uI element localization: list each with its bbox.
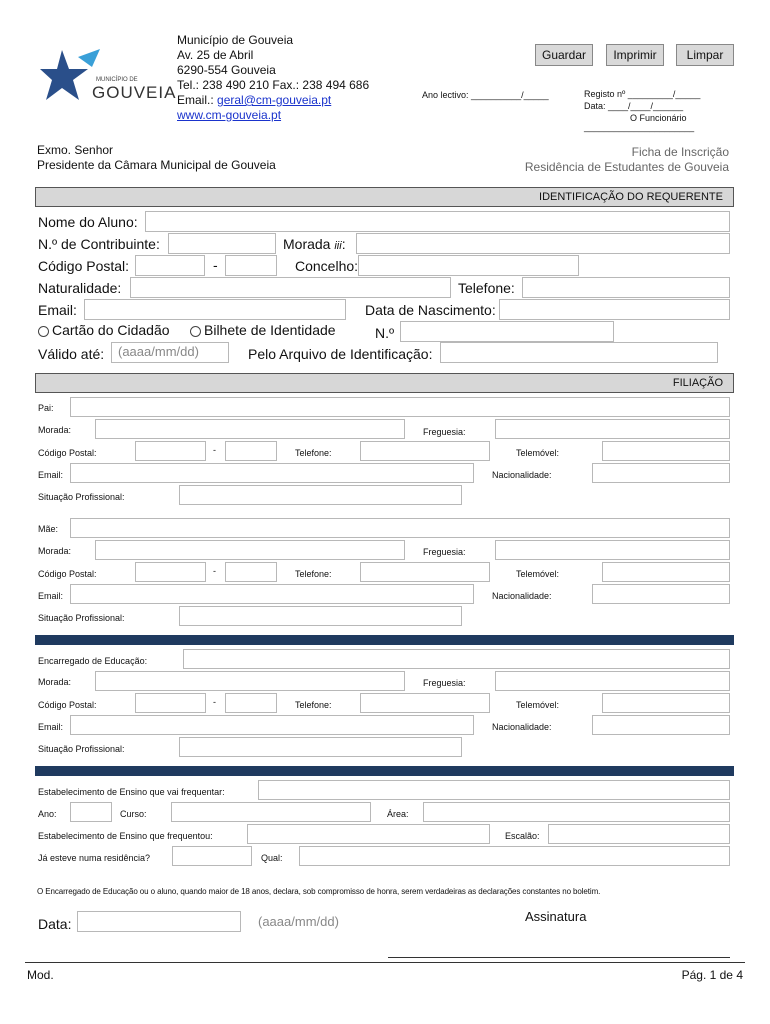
addressee-line2: Presidente da Câmara Municipal de Gouveia xyxy=(37,158,276,172)
enc-telefone-label: Telefone: xyxy=(295,700,332,710)
residencia-label: Já esteve numa residência? xyxy=(38,853,151,863)
pai-freguesia-label: Freguesia: xyxy=(423,427,466,437)
org-email: Email.: geral@cm-gouveia.pt xyxy=(177,93,332,107)
enc-codigo-postal-input-1[interactable] xyxy=(135,693,206,713)
pai-codigo-postal-input-2[interactable] xyxy=(225,441,277,461)
data-nascimento-label: Data de Nascimento: xyxy=(365,302,496,318)
morada-label: Morada iii: xyxy=(283,236,346,252)
org-address xyxy=(177,33,369,123)
mae-situacao-input[interactable] xyxy=(179,606,462,626)
encarregado-label: Encarregado de Educação: xyxy=(38,656,148,666)
org-line: Av. 25 de Abril xyxy=(177,48,254,62)
section-filiacao: FILIAÇÃO xyxy=(35,373,734,393)
enc-morada-label: Morada: xyxy=(38,677,72,687)
enc-morada-input[interactable] xyxy=(95,671,405,691)
signature-date-input[interactable] xyxy=(77,911,241,932)
curso-input[interactable] xyxy=(171,802,371,822)
nome-label: Nome do Aluno: xyxy=(38,214,138,230)
contribuinte-input[interactable] xyxy=(168,233,276,254)
vai-frequentar-input[interactable] xyxy=(258,780,730,800)
org-line: Tel.: 238 490 210 Fax.: 238 494 686 xyxy=(177,78,370,92)
mae-codigo-postal-input-2[interactable] xyxy=(225,562,277,582)
naturalidade-label: Naturalidade: xyxy=(38,280,122,296)
pai-nacionalidade-input[interactable] xyxy=(592,463,730,483)
pai-freguesia-input[interactable] xyxy=(495,419,730,439)
pai-input[interactable] xyxy=(70,397,730,417)
org-line: 6290-554 Gouveia xyxy=(177,63,276,77)
save-button[interactable]: Guardar xyxy=(535,44,593,66)
vai-frequentar-label: Estabelecimento de Ensino que vai frequentar: xyxy=(38,787,225,797)
mae-morada-input[interactable] xyxy=(95,540,405,560)
pai-telemovel-label: Telemóvel: xyxy=(516,448,560,458)
clear-button[interactable]: Limpar xyxy=(676,44,734,66)
mae-email-label: Email: xyxy=(38,591,64,601)
enc-codigo-postal-dash: - xyxy=(213,697,216,707)
mae-freguesia-input[interactable] xyxy=(495,540,730,560)
morada-input[interactable] xyxy=(356,233,730,254)
mae-codigo-postal-input-1[interactable] xyxy=(135,562,206,582)
mae-telemovel-input[interactable] xyxy=(602,562,730,582)
enc-email-label: Email: xyxy=(38,722,64,732)
org-website xyxy=(177,108,369,123)
pai-telefone-input[interactable] xyxy=(360,441,490,461)
documento-numero-input[interactable] xyxy=(400,321,614,342)
pai-label: Pai: xyxy=(38,403,54,413)
valido-placeholder: (aaaa/mm/dd) xyxy=(118,344,199,359)
enc-situacao-label: Situação Profissional: xyxy=(38,744,125,754)
cartao-radio-option[interactable]: Cartão do Cidadão xyxy=(38,322,170,338)
form-title-line1: Ficha de Inscrição xyxy=(631,145,729,159)
arquivo-label: Pelo Arquivo de Identificação: xyxy=(248,346,433,362)
enc-telemovel-input[interactable] xyxy=(602,693,730,713)
qual-input[interactable] xyxy=(299,846,730,866)
ano-label: Ano: xyxy=(38,809,57,819)
enc-telefone-input[interactable] xyxy=(360,693,490,713)
enc-email-input[interactable] xyxy=(70,715,474,735)
frequentou-input[interactable] xyxy=(247,824,490,844)
enc-situacao-input[interactable] xyxy=(179,737,462,757)
section-identificacao: IDENTIFICAÇÃO DO REQUERENTE xyxy=(35,187,734,207)
pai-codigo-postal-label: Código Postal: xyxy=(38,448,97,458)
declaration-text: O Encarregado de Educação ou o aluno, quando maior de 18 anos, declara, sob compromisso de honra, serem verdadeiras as declarações constantes no boletim. xyxy=(37,887,601,896)
funcionario-label: O Funcionário xyxy=(630,113,687,123)
cartao-radio[interactable] xyxy=(38,326,49,337)
form-title-line2: Residência de Estudantes de Gouveia xyxy=(524,160,729,174)
codigo-postal-label: Código Postal: xyxy=(38,258,130,274)
concelho-input[interactable] xyxy=(358,255,579,276)
escalao-input[interactable] xyxy=(548,824,730,844)
pai-codigo-postal-input-1[interactable] xyxy=(135,441,206,461)
mae-telefone-input[interactable] xyxy=(360,562,490,582)
print-button[interactable]: Imprimir xyxy=(606,44,664,66)
registo-number: Registo nº _________/_____ xyxy=(584,89,701,99)
email-input[interactable] xyxy=(84,299,346,320)
org-line: Município de Gouveia xyxy=(177,33,294,47)
codigo-postal-input-1[interactable] xyxy=(135,255,205,276)
enc-codigo-postal-label: Código Postal: xyxy=(38,700,97,710)
signature-date-label: Data: xyxy=(38,916,72,932)
bilhete-radio[interactable] xyxy=(190,326,201,337)
footer-page: Pág. 1 de 4 xyxy=(681,968,743,982)
pai-email-input[interactable] xyxy=(70,463,474,483)
footer-rule xyxy=(25,962,745,963)
logo-small-text: MUNICÍPIO DE xyxy=(96,77,138,83)
assinatura-label: Assinatura xyxy=(525,909,587,924)
addressee-line1: Exmo. Senhor xyxy=(37,143,114,157)
pai-email-label: Email: xyxy=(38,470,64,480)
pai-morada-input[interactable] xyxy=(95,419,405,439)
mae-telemovel-label: Telemóvel: xyxy=(516,569,560,579)
mae-situacao-label: Situação Profissional: xyxy=(38,613,125,623)
pai-morada-label: Morada: xyxy=(38,425,72,435)
frequentou-label: Estabelecimento de Ensino que frequentou: xyxy=(38,831,213,841)
section-divider-encarregado xyxy=(35,635,734,645)
data-nascimento-input[interactable] xyxy=(499,299,730,320)
municipality-logo xyxy=(40,45,177,105)
codigo-postal-dash: - xyxy=(213,257,218,273)
pai-telemovel-input[interactable] xyxy=(602,441,730,461)
arquivo-input[interactable] xyxy=(440,342,718,363)
codigo-postal-input-2[interactable] xyxy=(225,255,277,276)
mae-input[interactable] xyxy=(70,518,730,538)
mae-label: Mãe: xyxy=(38,524,59,534)
pai-codigo-postal-dash: - xyxy=(213,445,216,455)
mae-nacionalidade-label: Nacionalidade: xyxy=(492,591,552,601)
section-divider-ensino xyxy=(35,766,734,776)
mae-nacionalidade-input[interactable] xyxy=(592,584,730,604)
naturalidade-input[interactable] xyxy=(130,277,451,298)
nome-input[interactable] xyxy=(145,211,730,232)
enc-nacionalidade-input[interactable] xyxy=(592,715,730,735)
website-link[interactable]: www.cm-gouveia.pt xyxy=(177,108,282,122)
mae-codigo-postal-dash: - xyxy=(213,566,216,576)
encarregado-input[interactable] xyxy=(183,649,730,669)
mae-freguesia-label: Freguesia: xyxy=(423,547,466,557)
area-input[interactable] xyxy=(423,802,730,822)
enc-freguesia-input[interactable] xyxy=(495,671,730,691)
telefone-label: Telefone: xyxy=(458,280,515,296)
enc-nacionalidade-label: Nacionalidade: xyxy=(492,722,552,732)
ano-lectivo: Ano lectivo: __________/_____ xyxy=(422,90,549,100)
pai-telefone-label: Telefone: xyxy=(295,448,332,458)
mae-codigo-postal-label: Código Postal: xyxy=(38,569,97,579)
footer-mod: Mod. xyxy=(27,968,54,982)
logo-big-text: GOUVEIA xyxy=(92,83,177,102)
enc-telemovel-label: Telemóvel: xyxy=(516,700,560,710)
qual-label: Qual: xyxy=(261,853,283,863)
area-label: Área: xyxy=(387,809,409,819)
mae-email-input[interactable] xyxy=(70,584,474,604)
pai-situacao-label: Situação Profissional: xyxy=(38,492,125,502)
pai-nacionalidade-label: Nacionalidade: xyxy=(492,470,552,480)
ano-input[interactable] xyxy=(70,802,112,822)
signature-date-placeholder: (aaaa/mm/dd) xyxy=(258,914,339,929)
registo-date: Data: ____/____/______ xyxy=(584,101,684,111)
signature-line xyxy=(388,957,730,958)
valido-label: Válido até: xyxy=(38,346,105,362)
mae-telefone-label: Telefone: xyxy=(295,569,332,579)
escalao-label: Escalão: xyxy=(505,831,540,841)
funcionario-line: ______________________ xyxy=(584,122,695,132)
concelho-label: Concelho: xyxy=(295,258,359,274)
curso-label: Curso: xyxy=(120,809,147,819)
mae-morada-label: Morada: xyxy=(38,546,72,556)
telefone-input[interactable] xyxy=(522,277,730,298)
pai-situacao-input[interactable] xyxy=(179,485,462,505)
residencia-input[interactable] xyxy=(172,846,252,866)
valido-input[interactable] xyxy=(111,342,229,363)
contribuinte-label: N.º de Contribuinte: xyxy=(38,236,160,252)
documento-numero-label: N.º xyxy=(375,325,395,341)
email-label: Email: xyxy=(38,302,77,318)
enc-codigo-postal-input-2[interactable] xyxy=(225,693,277,713)
bilhete-radio-option[interactable]: Bilhete de Identidade xyxy=(190,322,336,338)
enc-freguesia-label: Freguesia: xyxy=(423,678,466,688)
email-link[interactable]: geral@cm-gouveia.pt xyxy=(217,93,332,107)
